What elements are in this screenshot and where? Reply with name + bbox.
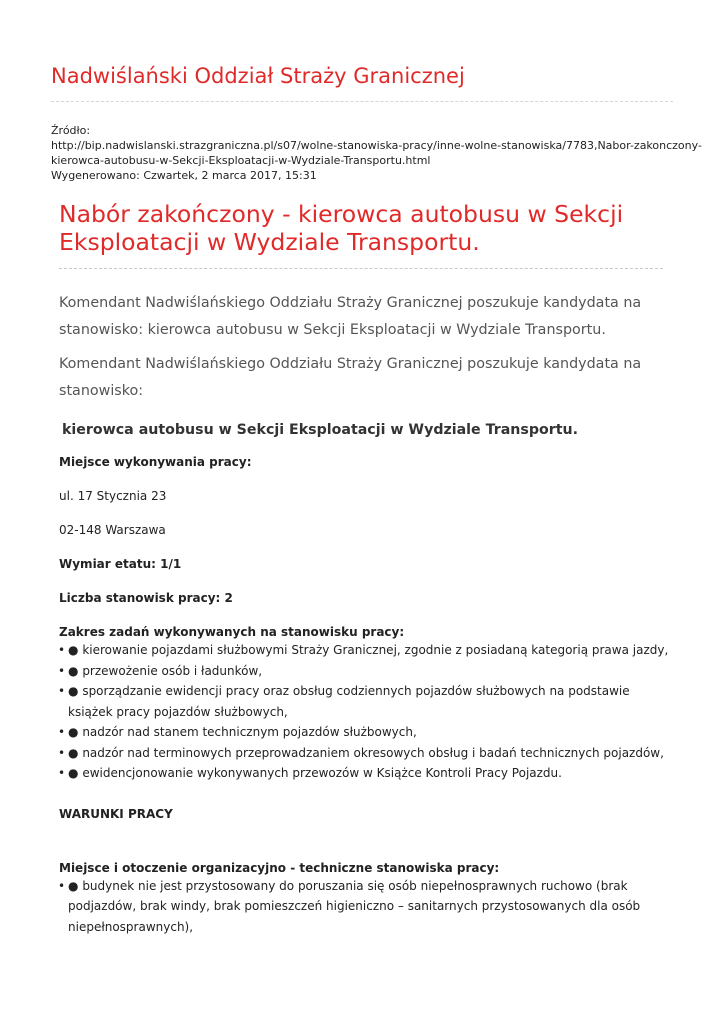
list-item — [59, 763, 674, 784]
task-text: nadzór nad stanem technicznym pojazdów służbowych, — [82, 725, 417, 739]
tasks-list — [59, 640, 674, 784]
list-item — [59, 876, 674, 938]
task-text: ewidencjonowanie wykonywanych przewozów w Książce Kontroli Pracy Pojazdu. — [82, 766, 562, 780]
generated-date: Wygenerowano: Czwartek, 2 marca 2017, 15:31 — [51, 169, 317, 182]
task-text: przewożenie osób i ładunków, — [82, 663, 263, 678]
workplace-heading: Miejsce wykonywania pracy: — [59, 455, 252, 469]
lead-paragraph-1: Komendant Nadwiślańskiego Oddziału Straży Granicznej poszukuje kandydata na stanowisko: kierowca autobusu w Sekcji Eksploatacji w Wydziale Transportu. — [59, 295, 642, 338]
bullet-icon: • — [58, 684, 66, 698]
task-text: sporządzanie ewidencji pracy oraz obsług codziennych pojazdów służbowych na podstawie książek pracy pojazdów służbowych, — [68, 684, 630, 719]
bullet-glyph: ● — [68, 878, 79, 893]
document-title: Nabór zakończony - kierowca autobusu w Sekcji Eksploatacji w Wydziale Transportu. — [59, 200, 624, 256]
site-title: Nadwiślański Oddział Straży Granicznej — [51, 64, 465, 88]
list-item — [59, 681, 674, 722]
address-line-2: 02-148 Warszawa — [59, 523, 166, 537]
source-url-line-2[interactable]: kierowca-autobusu-w-Sekcji-Eksploatacji-w-Wydziale-Transportu.html — [51, 154, 431, 167]
task-text: nadzór nad terminowych przeprowadzaniem okresowych obsług i badań technicznych pojazdów, — [82, 745, 664, 760]
header-divider — [51, 101, 673, 102]
bullet-glyph: ● — [68, 725, 79, 739]
list-item — [59, 661, 674, 682]
source-url-line-1[interactable]: http://bip.nadwislanski.strazgraniczna.pl/s07/wolne-stanowiska-pracy/inne-wolne-stanowiska/7783,Nabor-zakonczony- — [51, 139, 702, 152]
bullet-icon: • — [58, 745, 66, 760]
task-text: kierowanie pojazdami służbowymi Straży Granicznej, zgodnie z posiadaną kategorią prawa jazdy, — [82, 643, 669, 657]
title-divider — [59, 268, 663, 269]
bullet-glyph: ● — [68, 766, 79, 780]
bullet-icon: • — [58, 725, 66, 739]
positions-count: Liczba stanowisk pracy: 2 — [59, 591, 233, 605]
list-item — [59, 743, 674, 764]
bullet-glyph: ● — [68, 745, 79, 760]
position-title: kierowca autobusu w Sekcji Eksploatacji w Wydziale Transportu. — [62, 422, 578, 438]
bullet-icon: • — [58, 643, 66, 657]
bullet-icon: • — [58, 663, 66, 678]
source-label: Źródło: — [51, 124, 91, 137]
environment-heading: Miejsce i otoczenie organizacyjno - techniczne stanowiska pracy: — [59, 860, 500, 875]
conditions-heading: WARUNKI PRACY — [59, 806, 173, 821]
tasks-heading: Zakres zadań wykonywanych na stanowisku pracy: — [59, 625, 405, 639]
lead-paragraph-2: Komendant Nadwiślańskiego Oddziału Straży Granicznej poszukuje kandydata na stanowisko: — [59, 356, 642, 399]
source-meta — [51, 123, 702, 183]
list-item — [59, 640, 674, 661]
bullet-glyph: ● — [68, 643, 79, 657]
environment-text: budynek nie jest przystosowany do poruszania się osób niepełnosprawnych ruchowo (brak podjazdów, brak windy, brak pomieszczeń higieniczno – sanitarnych przystosowanych dla osób niepełnosprawnych), — [68, 878, 641, 934]
bullet-glyph: ● — [68, 684, 79, 698]
address-line-1: ul. 17 Stycznia 23 — [59, 489, 167, 503]
environment-list — [59, 876, 674, 938]
bullet-icon: • — [58, 766, 66, 780]
document-body — [59, 290, 674, 937]
bullet-glyph: ● — [68, 663, 79, 678]
list-item — [59, 722, 674, 743]
bullet-icon: • — [58, 878, 66, 893]
fte-text: Wymiar etatu: 1/1 — [59, 557, 182, 571]
